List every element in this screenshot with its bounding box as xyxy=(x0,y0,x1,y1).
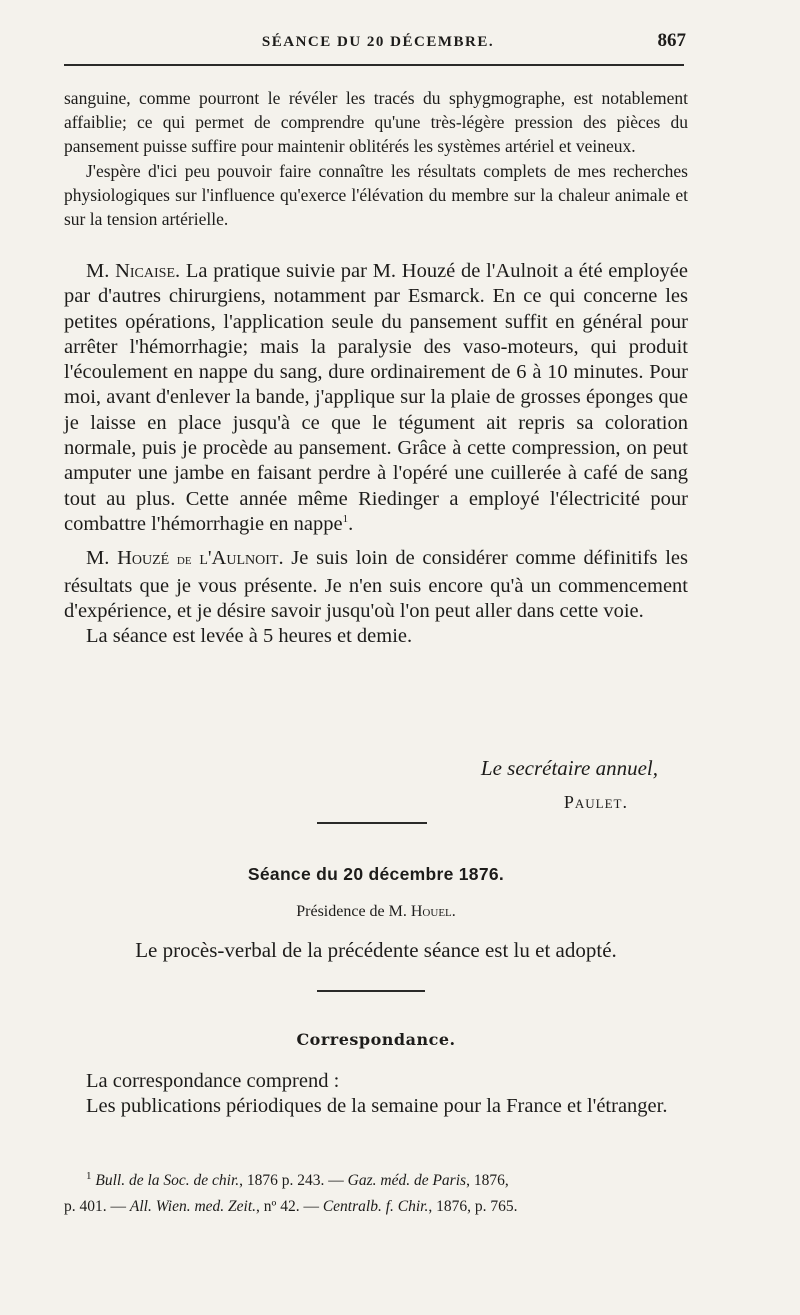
session-title: Séance du 20 décembre 1876. xyxy=(247,864,505,884)
footnote xyxy=(64,1163,688,1220)
signature-block xyxy=(64,756,688,813)
houze-paragraph xyxy=(64,546,688,624)
header-rule xyxy=(64,64,684,66)
president-name: Houel. xyxy=(410,903,456,920)
running-title: SÉANCE DU 20 DÉCEMBRE. xyxy=(261,34,495,50)
nicaise-end: . xyxy=(348,512,354,535)
footnote-ref-gaz-details: , 1876, xyxy=(466,1172,509,1190)
secretary-name: Paulet. xyxy=(563,792,628,812)
speaker-houze: M. Houzé xyxy=(86,547,170,570)
speaker-houze-particle: de xyxy=(176,552,192,569)
footnote-line-2 xyxy=(64,1194,688,1220)
footnote-ref-gaz: Gaz. méd. de Paris xyxy=(347,1172,467,1190)
continuation-paragraph-1: sanguine, comme pourront le révéler les tracés du sphygmographe, est notablement affaiblie; ce qui permet de comprendre qu'une très-légère pression des pièces du pansement puisse suffire pour maintenir oblitérés les systèmes artériel et veineux. xyxy=(64,88,688,157)
footnote-ref-wien-details: , nº 42. — xyxy=(256,1198,323,1216)
presidence-line xyxy=(64,903,688,921)
page-number: 867 xyxy=(657,30,686,51)
nicaise-text: La pratique suivie par M. Houzé de l'Aulnoit a été employée par d'autres chirurgiens, notamment par Esmarck. En ce qui concerne les petites opérations, l'application seule du pansement suffit en général pour arrêter l'hémorrhagie; mais la paralysie des vaso-moteurs, qui produit l'écoulement en nappe du sang, dure ordinairement de 6 à 10 minutes. Pour moi, avant d'enlever la bande, j'applique sur la plaie de grosses éponges que je laisse en place jusqu'à ce que le tégument ait repris sa coloration normale, puis je procède au pansement. Grâce à cette compression, on peut amputer une jambe en faisant perdre à l'opéré une cuillerée à café de sang tout au plus. Cette année même Riedinger a employé l'électricité pour combattre l'hémorrhagie en nappe xyxy=(64,260,688,535)
correspondance-title: Correspondance. xyxy=(296,1030,456,1049)
speaker-nicaise: M. Nicaise. xyxy=(86,260,181,282)
footnote-mark: 1 xyxy=(86,1170,92,1182)
footnote-ref-page: p. 401. — xyxy=(64,1198,130,1216)
houze-text: Je suis loin de considérer comme définitifs les résultats que je vous présente. Je n'en suis encore qu'à un commencement d'expérience, et je désire savoir jusqu'où l'on peut aller dans cette voie. xyxy=(64,547,689,622)
running-header xyxy=(66,30,690,56)
nicaise-paragraph xyxy=(64,259,688,537)
footnote-ref-centralb-details: , 1876, p. 765. xyxy=(428,1198,518,1216)
correspondance-intro: La correspondance comprend : xyxy=(86,1070,340,1092)
section-separator xyxy=(317,822,427,824)
footnote-ref-bull-details: , 1876 p. 243. — xyxy=(239,1172,348,1190)
correspondance-body xyxy=(64,1069,688,1120)
footnote-ref-wien: All. Wien. med. Zeit. xyxy=(129,1198,257,1216)
footnote-ref-bull: Bull. de la Soc. de chir. xyxy=(95,1172,240,1190)
closing-line: La séance est levée à 5 heures et demie. xyxy=(86,625,413,648)
footnote-ref-centralb: Centralb. f. Chir. xyxy=(322,1198,429,1216)
footnote-reference: 1 xyxy=(342,513,349,526)
minutes-line: Le procès-verbal de la précédente séance est lu et adopté. xyxy=(135,938,617,962)
footnote-line-1 xyxy=(64,1163,688,1194)
section-separator-2 xyxy=(317,990,425,992)
continuation-text xyxy=(64,86,688,231)
continuation-paragraph-2: J'espère d'ici peu pouvoir faire connaître les résultats complets de mes recherches physiologiques sur l'influence qu'exerce l'élévation du membre sur la chaleur animale et sur la tension artérielle. xyxy=(64,160,688,230)
secretary-role: Le secrétaire annuel, xyxy=(480,756,658,780)
correspondance-item: Les publications périodiques de la semaine pour la France et l'étranger. xyxy=(86,1095,668,1118)
presidence-label: Présidence de M. xyxy=(296,903,407,920)
discussion xyxy=(64,259,688,649)
speaker-houze-name: l'Aulnoit. xyxy=(199,547,284,570)
